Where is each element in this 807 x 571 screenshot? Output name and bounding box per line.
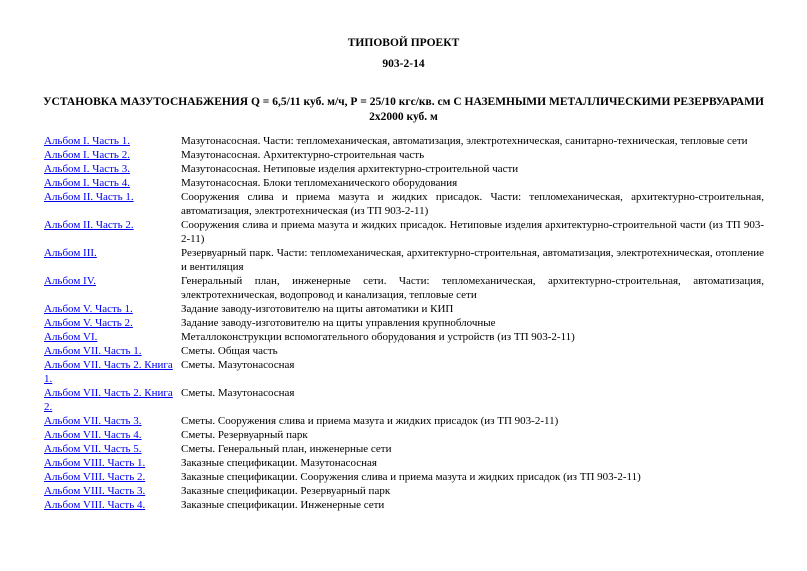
table-row [44, 162, 764, 176]
album-description: Сметы. Общая часть [181, 345, 278, 357]
table-row [44, 470, 764, 484]
album-description: Сметы. Генеральный план, инженерные сети [181, 443, 392, 455]
table-row [44, 330, 764, 344]
album-description: Генеральный план, инженерные сети. Части: тепломеханическая, архитектурно-строительная, автоматизация, электротехническая, водопровод и канализация, тепловые сети [181, 275, 764, 301]
album-link[interactable]: Альбом VII. Часть 4. [44, 429, 142, 441]
table-row [44, 274, 764, 302]
album-link[interactable]: Альбом VII. Часть 3. [44, 415, 142, 427]
table-row [44, 148, 764, 162]
album-link[interactable]: Альбом VIII. Часть 3. [44, 485, 146, 497]
album-description: Мазутонасосная. Блоки тепломеханического оборудования [181, 177, 458, 189]
album-link[interactable]: Альбом I. Часть 3. [44, 163, 130, 175]
album-table [44, 134, 764, 512]
document-title: ТИПОВОЙ ПРОЕКТ [347, 37, 460, 49]
table-row [44, 456, 764, 470]
album-link[interactable]: Альбом II. Часть 2. [44, 219, 134, 231]
album-link[interactable]: Альбом IV. [44, 275, 96, 287]
album-link[interactable]: Альбом I. Часть 2. [44, 149, 130, 161]
album-description: Металлоконструкции вспомогательного оборудования и устройств (из ТП 903-2-11) [181, 331, 575, 343]
album-link[interactable]: Альбом VII. Часть 2. Книга 1. [44, 359, 173, 385]
table-row [44, 190, 764, 218]
album-link[interactable]: Альбом VIII. Часть 2. [44, 471, 146, 483]
album-description: Сметы. Сооружения слива и приема мазута и жидких присадок (из ТП 903-2-11) [181, 415, 559, 427]
album-link[interactable]: Альбом VIII. Часть 4. [44, 499, 146, 511]
album-link[interactable]: Альбом II. Часть 1. [44, 191, 134, 203]
album-description: Сметы. Резервуарный парк [181, 429, 308, 441]
table-row [44, 246, 764, 274]
album-description: Сооружения слива и приема мазута и жидких присадок. Части: тепломеханическая, архитектурно-строительная, автоматизация, электротехническая (из ТП 903-2-11) [181, 191, 764, 217]
table-row [44, 386, 764, 414]
album-description: Заказные спецификации. Мазутонасосная [181, 457, 377, 469]
album-link[interactable]: Альбом V. Часть 1. [44, 303, 133, 315]
album-description: Сооружения слива и приема мазута и жидких присадок. Нетиповые изделия архитектурно-строительной части (из ТП 903-2-11) [181, 219, 764, 245]
table-row [44, 316, 764, 330]
table-row [44, 498, 764, 512]
album-link[interactable]: Альбом VIII. Часть 1. [44, 457, 146, 469]
table-row [44, 218, 764, 246]
table-row [44, 134, 764, 148]
table-row [44, 358, 764, 386]
table-row [44, 176, 764, 190]
album-description: Заказные спецификации. Резервуарный парк [181, 485, 391, 497]
album-description: Задание заводу-изготовителю на щиты управления крупноблочные [181, 317, 496, 329]
album-description: Мазутонасосная. Части: тепломеханическая, автоматизация, электротехническая, санитарно-техническая, тепловые сети [181, 135, 748, 147]
album-description: Мазутонасосная. Нетиповые изделия архитектурно-строительной части [181, 163, 519, 175]
project-code: 903-2-14 [382, 58, 425, 70]
album-link[interactable]: Альбом III. [44, 247, 97, 259]
album-link[interactable]: Альбом VII. Часть 2. Книга 2. [44, 387, 173, 413]
project-heading: УСТАНОВКА МАЗУТОСНАБЖЕНИЯ Q = 6,5/11 куб. м/ч, Р = 25/10 кгс/кв. см С НАЗЕМНЫМИ МЕТАЛЛИЧЕСКИМИ РЕЗЕРВУАРАМИ 2х2000 куб. м [43, 96, 764, 123]
album-link[interactable]: Альбом V. Часть 2. [44, 317, 133, 329]
album-description: Задание заводу-изготовителю на щиты автоматики и КИП [181, 303, 454, 315]
album-link[interactable]: Альбом VII. Часть 5. [44, 443, 142, 455]
album-link[interactable]: Альбом VI. [44, 331, 98, 343]
album-description: Сметы. Мазутонасосная [181, 359, 295, 371]
table-row [44, 302, 764, 316]
album-link[interactable]: Альбом VII. Часть 1. [44, 345, 142, 357]
album-description: Резервуарный парк. Части: тепломеханическая, архитектурно-строительная, автоматизация, электротехническая, отопление и вентиляция [181, 247, 764, 273]
album-description: Заказные спецификации. Инженерные сети [181, 499, 385, 511]
table-row [44, 414, 764, 428]
table-row [44, 344, 764, 358]
album-description: Сметы. Мазутонасосная [181, 387, 295, 399]
table-row [44, 442, 764, 456]
album-link[interactable]: Альбом I. Часть 4. [44, 177, 130, 189]
table-row [44, 428, 764, 442]
album-link[interactable]: Альбом I. Часть 1. [44, 135, 130, 147]
table-row [44, 484, 764, 498]
album-description: Мазутонасосная. Архитектурно-строительная часть [181, 149, 425, 161]
album-description: Заказные спецификации. Сооружения слива и приема мазута и жидких присадок (из ТП 903-2-11) [181, 471, 641, 483]
